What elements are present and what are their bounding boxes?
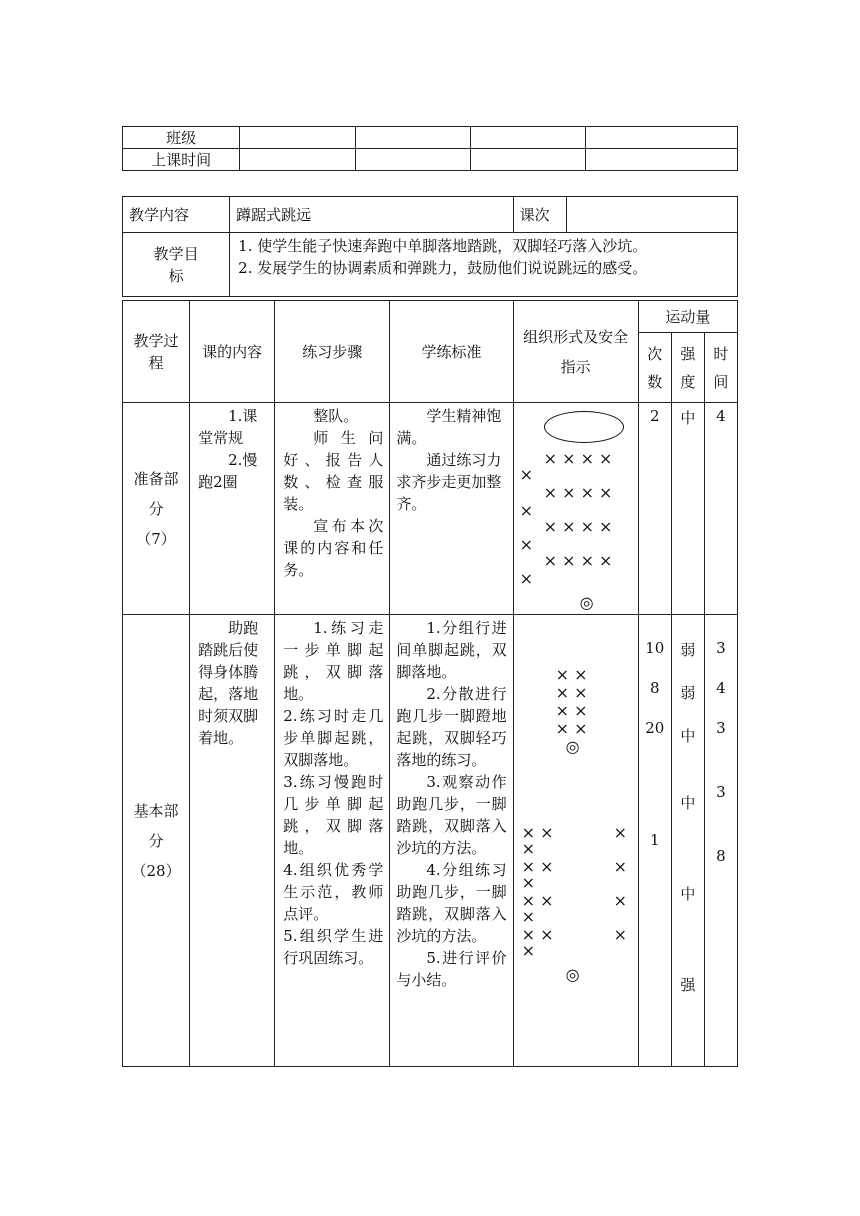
time-cell-1[interactable] <box>240 149 355 171</box>
basic-minutes: （28） <box>131 861 181 880</box>
prep-standard-2: 通过练习力求齐步走更加整齐。 <box>396 451 502 513</box>
col-time-text: 时间 <box>713 344 729 391</box>
prep-content-2: 2.慢跑2圈 <box>198 451 258 491</box>
basic-standard-4: 4.分组练习助跑几步，一脚踏跳，双脚落入沙坑的方法。 <box>396 861 507 945</box>
prep-formation <box>513 403 638 615</box>
basic-content <box>190 615 275 1067</box>
basic-br-row-1: × <box>613 823 627 842</box>
basic-top-row-2: × × <box>555 683 588 702</box>
content-label: 教学内容 <box>123 197 230 233</box>
header-table <box>122 126 738 171</box>
prep-cross-row-3: × × × × <box>543 517 613 536</box>
prep-formation-diagram <box>514 403 638 613</box>
basic-count-4: 1 <box>650 831 660 849</box>
basic-teacher-mark-1: ◎ <box>565 737 580 756</box>
basic-counts <box>638 615 671 1067</box>
prep-content <box>190 403 275 615</box>
prep-time: 4 <box>704 403 737 615</box>
basic-content-text: 助跑踏跳后使得身体腾起，落地时须双脚着地。 <box>198 619 259 747</box>
goal-2: 2. 发展学生的协调素质和弹跳力，鼓励他们说说跳远的感受。 <box>238 259 648 277</box>
basic-bl-row-4b: × <box>521 941 535 960</box>
basic-times <box>704 615 737 1067</box>
goals-cell <box>230 233 738 297</box>
basic-bl-row-3b: × <box>521 907 535 926</box>
prep-minutes: （7） <box>136 529 176 548</box>
col-intensity-text: 强度 <box>680 344 696 391</box>
period-value[interactable] <box>566 197 737 233</box>
basic-formation <box>513 615 638 1067</box>
col-content: 课的内容 <box>190 301 275 403</box>
basic-time-5: 8 <box>716 847 726 865</box>
prep-cross-row-4: × × × × <box>543 551 613 570</box>
col-org <box>513 301 638 403</box>
basic-bl-row-4: × × <box>521 925 554 944</box>
basic-intensity-5: 中 <box>680 885 696 903</box>
class-cell-2[interactable] <box>355 127 470 149</box>
col-standard: 学练标准 <box>390 301 513 403</box>
basic-top-row-4: × × <box>555 719 588 738</box>
basic-step-3: 3.练习慢跑时几步单脚起跳，双脚落地。 <box>283 773 384 857</box>
basic-bl-row-2: × × <box>521 857 554 876</box>
col-count-text: 次数 <box>647 344 663 391</box>
basic-bl-row-3: × × <box>521 891 554 910</box>
basic-bl-row-1: × × <box>521 823 554 842</box>
prep-name: 准备部分 <box>133 469 179 518</box>
prep-count: 2 <box>638 403 671 615</box>
basic-intensity-2: 弱 <box>680 684 696 702</box>
basic-steps <box>275 615 390 1067</box>
basic-bl-row-1b: × <box>521 839 535 858</box>
prep-step-1: 整队。 <box>313 407 359 425</box>
basic-standard <box>390 615 513 1067</box>
prep-content-1: 1.课堂常规 <box>198 407 258 447</box>
goal-1: 1. 使学生能子快速奔跑中单脚落地踏跳，双脚轻巧落入沙坑。 <box>238 237 648 255</box>
basic-standard-3: 3.观察动作助跑几步，一脚踏跳，双脚落入沙坑的方法。 <box>396 773 507 857</box>
time-cell-3[interactable] <box>470 149 585 171</box>
time-cell-2[interactable] <box>355 149 470 171</box>
prep-section-label <box>123 403 190 615</box>
goal-label <box>123 233 230 297</box>
basic-intensity-6: 强 <box>680 976 696 994</box>
prep-cross-row-1: × × × × <box>543 449 613 468</box>
basic-time-2: 4 <box>716 679 726 697</box>
basic-intensity-3: 中 <box>680 727 696 745</box>
prep-steps <box>275 403 390 615</box>
class-cell-3[interactable] <box>470 127 585 149</box>
lesson-info-table <box>122 196 738 297</box>
basic-count-2: 8 <box>650 679 660 697</box>
basic-section-label <box>123 615 190 1067</box>
basic-top-row-3: × × <box>555 701 588 720</box>
class-label: 班级 <box>123 127 240 149</box>
process-table <box>122 300 738 1067</box>
prep-cross-row-2b: × <box>519 501 533 520</box>
class-cell-4[interactable] <box>585 127 737 149</box>
prep-standard-1: 学生精神饱满。 <box>396 407 502 447</box>
prep-step-2: 师生问好、报告人数、检查服装。 <box>283 429 384 513</box>
goal-label-text: 教学目标 <box>153 244 199 285</box>
col-count <box>638 333 671 403</box>
prep-cross-row-2: × × × × <box>543 483 613 502</box>
basic-time-1: 3 <box>716 639 726 657</box>
basic-name: 基本部分 <box>133 801 179 850</box>
basic-br-row-3: × <box>613 891 627 910</box>
basic-intensity-4: 中 <box>680 794 696 812</box>
col-org-text: 组织形式及安全指示 <box>523 327 629 376</box>
basic-intensity-1: 弱 <box>680 641 696 659</box>
col-process <box>123 301 190 403</box>
basic-step-5: 5.组织学生进行巩固练习。 <box>283 927 384 967</box>
basic-teacher-mark-2: ◎ <box>565 965 580 984</box>
basic-step-2: 2.练习时走几步单脚起跳，双脚落地。 <box>283 707 384 769</box>
col-process-text: 教学过程 <box>133 331 179 372</box>
basic-time-4: 3 <box>716 783 726 801</box>
basic-count-1: 10 <box>645 639 665 657</box>
class-cell-1[interactable] <box>240 127 355 149</box>
prep-intensity: 中 <box>671 403 704 615</box>
prep-cross-row-3b: × <box>519 535 533 554</box>
basic-standard-2: 2.分散进行跑几步一脚蹬地起跳，双脚轻巧落地的练习。 <box>396 685 507 769</box>
basic-br-row-2: × <box>613 857 627 876</box>
col-intensity <box>671 333 704 403</box>
col-steps: 练习步骤 <box>275 301 390 403</box>
basic-time-3: 3 <box>716 719 726 737</box>
prep-cross-row-1b: × <box>519 465 533 484</box>
time-cell-4[interactable] <box>585 149 737 171</box>
track-oval <box>544 411 624 443</box>
basic-bl-row-2b: × <box>521 873 535 892</box>
basic-intensities <box>671 615 704 1067</box>
basic-standard-1: 1.分组行进间单脚起跳，双脚落地。 <box>396 619 507 681</box>
basic-top-row-1: × × <box>555 665 588 684</box>
basic-step-4: 4.组织优秀学生示范，教师点评。 <box>283 861 384 923</box>
prep-cross-row-4b: × <box>519 569 533 588</box>
basic-standard-5: 5.进行评价与小结。 <box>396 949 507 989</box>
prep-step-3: 宣布本次课的内容和任务。 <box>283 517 384 579</box>
time-label: 上课时间 <box>123 149 240 171</box>
basic-step-1: 1.练习走一步单脚起跳，双脚落地。 <box>283 619 384 703</box>
prep-standard <box>390 403 513 615</box>
period-label: 课次 <box>513 197 566 233</box>
basic-formation-diagram <box>514 615 638 1065</box>
col-load: 运动量 <box>638 301 737 333</box>
col-time <box>704 333 737 403</box>
basic-count-3: 20 <box>645 719 665 737</box>
basic-br-row-4: × <box>613 925 627 944</box>
content-value: 蹲踞式跳远 <box>230 197 513 233</box>
prep-teacher-mark: ◎ <box>579 593 594 612</box>
